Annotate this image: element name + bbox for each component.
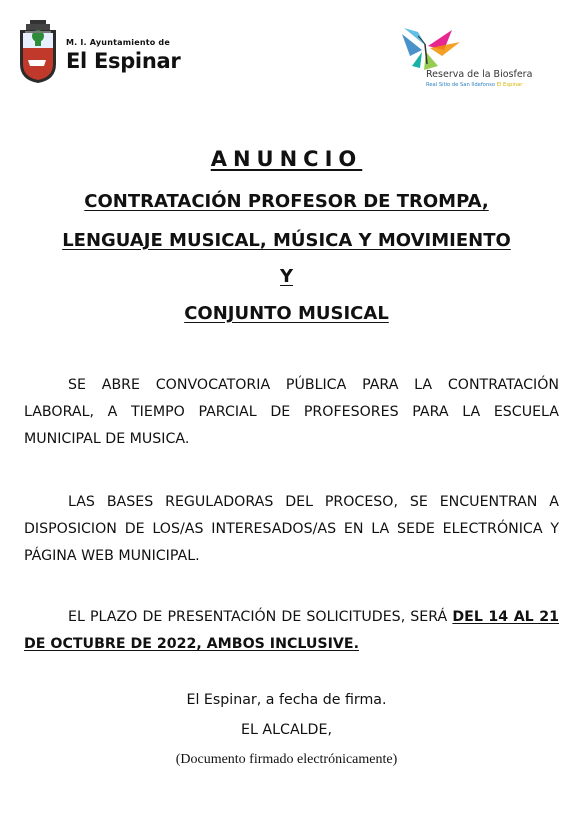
biosphere-reserve-subtitle [426, 82, 522, 88]
municipality-name: El Espinar [66, 49, 181, 73]
biosphere-subtitle-a: Real Sitio de San Ildefonso [426, 82, 496, 88]
biosphere-reserve-title: Reserva de la Biosfera [426, 69, 533, 80]
paragraph-regulations [24, 489, 559, 570]
electronic-signature-note: (Documento firmado electrónicamente) [175, 752, 398, 767]
title-line-3: Y [279, 266, 294, 287]
paragraph-2-text: LAS BASES REGULADORAS DEL PROCESO, SE ENCUENTRAN A DISPOSICION DE LOS/AS INTERESADOS/AS EN LA SEDE ELECTRÓNICA Y PÁGINA WEB MUNICIPAL. [24, 494, 559, 564]
paragraph-deadline [24, 604, 559, 658]
title-line-1: CONTRATACIÓN PROFESOR DE TROMPA, [84, 191, 489, 212]
signature-role: EL ALCALDE, [241, 722, 332, 738]
paragraph-3-text: EL PLAZO DE PRESENTACIÓN DE SOLICITUDES, SERÁ [68, 609, 453, 625]
paragraph-1-text: SE ABRE CONVOCATORIA PÚBLICA PARA LA CONTRATACIÓN LABORAL, A TIEMPO PARCIAL DE PROFESORES PARA LA ESCUELA MUNICIPAL DE MUSICA. [24, 377, 559, 447]
municipal-crest-logo [18, 20, 58, 84]
municipality-prefix: M. I. Ayuntamiento de [66, 38, 170, 47]
biosphere-subtitle-b: El Espinar [496, 82, 523, 88]
deadline-dates: DEL 14 AL 21 DE OCTUBRE DE 2022, AMBOS INCLUSIVE. [24, 609, 559, 652]
title-line-4: CONJUNTO MUSICAL [184, 303, 389, 324]
document-heading: ANUNCIO [210, 147, 363, 171]
paragraph-announcement [24, 372, 559, 453]
signature-place-date: El Espinar, a fecha de firma. [186, 692, 387, 708]
title-line-2: LENGUAJE MUSICAL, MÚSICA Y MOVIMIENTO [62, 230, 511, 251]
